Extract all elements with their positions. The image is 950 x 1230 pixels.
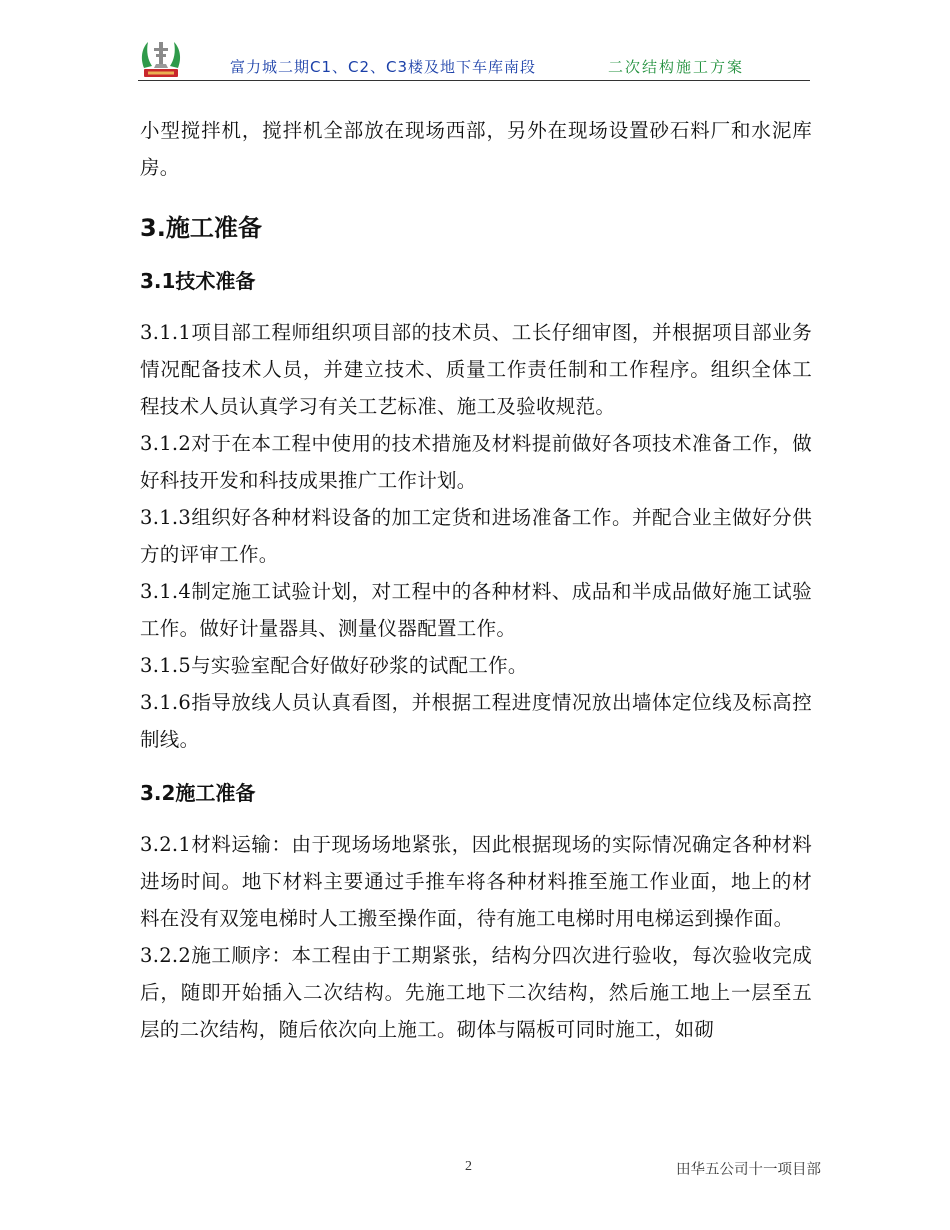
document-body <box>140 112 812 1048</box>
company-logo-icon <box>138 38 184 80</box>
footer-company: 田华五公司十一项目部 <box>676 1162 821 1178</box>
header-project-title: 富力城二期C1、C2、C3楼及地下车库南段 <box>230 58 537 76</box>
intro-paragraph: 小型搅拌机，搅拌机全部放在现场西部，另外在现场设置砂石料厂和水泥库房。 <box>140 119 812 179</box>
header-doc-title: 二次结构施工方案 <box>608 58 745 76</box>
subsection-heading-3-1: 3.1技术准备 <box>140 269 256 293</box>
paragraph-3-1-6: 3.1.6指导放线人员认真看图，并根据工程进度情况放出墙体定位线及标高控制线。 <box>140 691 812 751</box>
section-heading-3: 3.施工准备 <box>140 214 262 242</box>
page-header <box>138 36 810 80</box>
page-number: 2 <box>465 1159 472 1174</box>
paragraph-3-1-3: 3.1.3组织好各种材料设备的加工定货和进场准备工作。并配合业主做好分供方的评审工作。 <box>140 506 812 566</box>
paragraph-3-1-2: 3.1.2对于在本工程中使用的技术措施及材料提前做好各项技术准备工作，做好科技开发和科技成果推广工作计划。 <box>140 432 812 492</box>
paragraph-3-2-1: 3.2.1材料运输：由于现场场地紧张，因此根据现场的实际情况确定各种材料进场时间。地下材料主要通过手推车将各种材料推至施工作业面，地上的材料在没有双笼电梯时人工搬至操作面，待有施工电梯时用电梯运到操作面。 <box>140 833 812 930</box>
header-divider <box>138 80 810 81</box>
paragraph-3-1-4: 3.1.4制定施工试验计划，对工程中的各种材料、成品和半成品做好施工试验工作。做好计量器具、测量仪器配置工作。 <box>140 580 812 640</box>
subsection-heading-3-2: 3.2施工准备 <box>140 781 256 805</box>
paragraph-3-2-2: 3.2.2施工顺序：本工程由于工期紧张，结构分四次进行验收，每次验收完成后，随即开始插入二次结构。先施工地下二次结构，然后施工地上一层至五层的二次结构，随后依次向上施工。砌体与隔板可同时施工，如砌 <box>140 944 812 1041</box>
paragraph-3-1-1: 3.1.1项目部工程师组织项目部的技术员、工长仔细审图，并根据项目部业务情况配备技术人员，并建立技术、质量工作责任制和工作程序。组织全体工程技术人员认真学习有关工艺标准、施工及验收规范。 <box>140 321 812 418</box>
paragraph-3-1-5: 3.1.5与实验室配合好做好砂浆的试配工作。 <box>140 654 528 677</box>
